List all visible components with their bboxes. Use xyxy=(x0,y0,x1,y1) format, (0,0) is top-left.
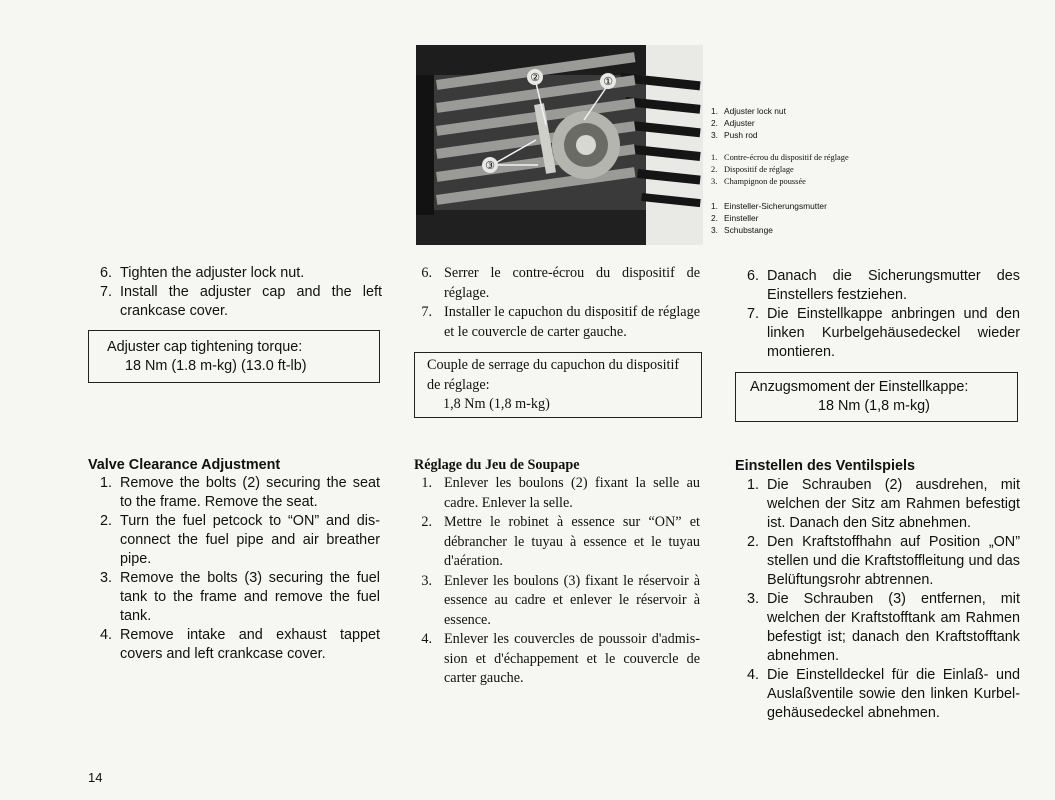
section-title: Valve Clearance Adjustment xyxy=(88,457,281,473)
caption-item: 3. Schubstange xyxy=(711,225,773,235)
caption-english xyxy=(711,105,911,141)
caption-item: 2. Einsteller xyxy=(711,213,759,223)
german-torque-box xyxy=(735,372,1018,422)
torque-label: Couple de serrage du capuchon du dispositif de réglage: xyxy=(427,357,680,393)
list-item: 7. Install the adjuster cap and the left crankcase cover. xyxy=(99,284,382,319)
english-torque-box xyxy=(88,330,380,383)
list-item: 2. Den Kraftstoffhahn auf Position „ON” stellen und die Kraftstoffleitung und das Belüftungsrohr abtrennen. xyxy=(746,534,1020,588)
list-item: 7. Installer le capuchon du dispositif de réglage et le couvercle de carter gauche. xyxy=(421,304,700,340)
list-item: 6. Danach die Sicherungsmutter des Einstellers festziehen. xyxy=(746,268,1020,303)
callout-1: ① xyxy=(603,75,613,88)
french-top-steps xyxy=(418,264,700,342)
english-steps xyxy=(90,474,380,664)
caption-item: 2. Dispositif de réglage xyxy=(711,165,794,174)
caption-item: 1. Contre-écrou du dispositif de réglage xyxy=(711,153,849,162)
french-torque-box xyxy=(414,352,702,418)
engine-photo-drawing xyxy=(416,45,703,245)
caption-item: 1. Einsteller-Sicherungsmutter xyxy=(711,201,827,211)
list-item: 6. Tighten the adjuster lock nut. xyxy=(99,265,305,281)
list-item: 3. Die Schrauben (3) entfernen, mit welchen der Kraftstofftank am Rahmen befestigt ist; danach den Kraftstofftank abnehmen. xyxy=(746,591,1020,664)
torque-value: 18 Nm (1.8 m-kg) (13.0 ft-lb) xyxy=(125,358,307,374)
torque-value: 18 Nm (1,8 m-kg) xyxy=(818,398,930,414)
list-item: 2. Mettre le robinet à essence sur “ON” et débrancher le tuyau à essence et le tuyau d'aération. xyxy=(421,514,700,569)
caption-item: 2. Adjuster xyxy=(711,118,755,128)
page-number: 14 xyxy=(88,770,103,785)
list-item: 1. Remove the bolts (2) securing the seat to the frame. Remove the seat. xyxy=(99,475,380,510)
caption-french xyxy=(711,152,911,188)
list-item: 6. Serrer le contre-écrou du dispositif de réglage. xyxy=(421,265,700,301)
caption-item: 3. Push rod xyxy=(711,130,758,140)
caption-german xyxy=(711,200,911,236)
section-title: Einstellen des Ventilspiels xyxy=(735,458,915,474)
torque-label: Anzugsmoment der Einstellkappe: xyxy=(750,379,969,395)
torque-value: 1,8 Nm (1,8 m-kg) xyxy=(443,396,550,412)
german-steps xyxy=(737,476,1020,723)
callout-2: ② xyxy=(530,71,540,84)
callout-3: ③ xyxy=(485,159,495,172)
section-title: Réglage du Jeu de Soupape xyxy=(414,457,580,473)
caption-item: 3. Champignon de poussée xyxy=(711,177,806,186)
list-item: 3. Remove the bolts (3) securing the fuel tank to the frame and remove the fuel tank. xyxy=(99,570,380,624)
french-steps xyxy=(418,474,700,689)
list-item: 1. Die Schrauben (2) ausdrehen, mit welchen der Sitz am Rahmen befestigt ist. Danach den Sitz abnehmen. xyxy=(746,477,1020,531)
german-top-steps xyxy=(737,267,1020,362)
list-item: 4. Remove intake and exhaust tappet covers and left crankcase cover. xyxy=(99,627,380,662)
list-item: 7. Die Einstellkappe anbringen und den linken Kurbelgehäusedeckel wieder montieren. xyxy=(746,306,1020,360)
torque-label: Adjuster cap tightening torque: xyxy=(107,339,303,355)
list-item: 4. Die Einstelldeckel für die Einlaß- und Auslaßventile sowie den linken Kurbel- gehäusedeckel abnehmen. xyxy=(746,667,1020,721)
list-item: 4. Enlever les couvercles de poussoir d'admis- sion et d'échappement et le couvercle de carter gauche. xyxy=(421,631,700,686)
list-item: 3. Enlever les boulons (3) fixant le réservoir à essence au cadre et enlever le réservoir à essence. xyxy=(421,572,700,628)
english-top-steps xyxy=(90,264,382,321)
list-item: 2. Turn the fuel petcock to “ON” and dis- connect the fuel pipe and air breather pipe. xyxy=(99,513,380,567)
caption-item: 1. Adjuster lock nut xyxy=(711,106,786,116)
engine-photo xyxy=(416,45,703,245)
list-item: 1. Enlever les boulons (2) fixant la selle au cadre. Enlever la selle. xyxy=(421,475,700,511)
